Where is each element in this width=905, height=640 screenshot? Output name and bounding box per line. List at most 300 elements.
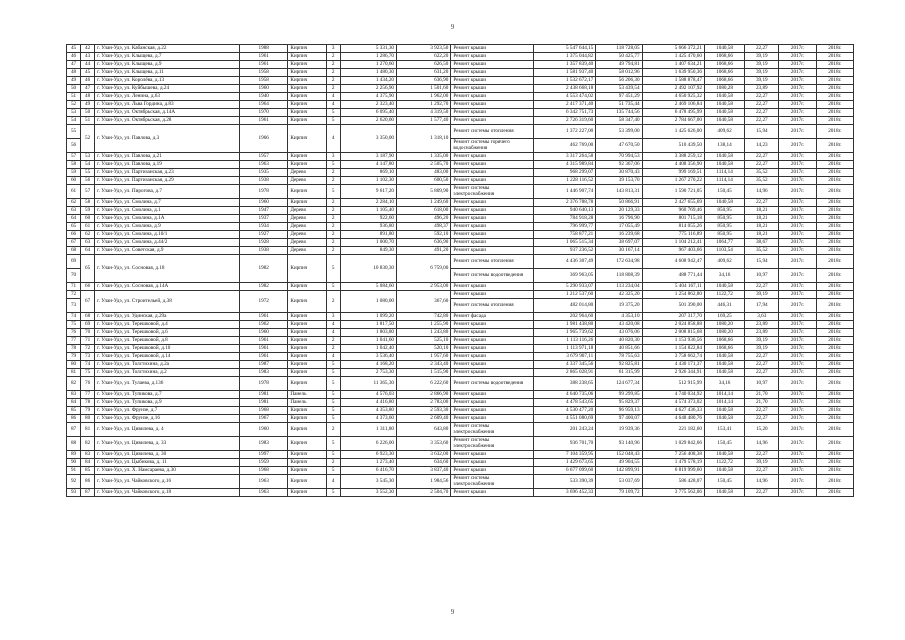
- house-number: 65: [81, 255, 95, 283]
- year-end-cell: 2018г.: [816, 451, 853, 459]
- year-end-cell: 2018г.: [816, 215, 853, 223]
- cost-extra-cell: 51 735,44: [596, 101, 642, 109]
- table-row: [67, 391, 854, 399]
- material-cell: Кирпич: [288, 475, 326, 489]
- cost-total-cell: 1 588 878,47: [642, 77, 704, 85]
- cost-cell: 4 551 080,69: [533, 415, 595, 423]
- work-type-cell: Ремонт крыши: [451, 161, 534, 169]
- rate-cell: 1014,14: [704, 391, 744, 399]
- area-living-cell: 1 292,70: [397, 101, 451, 109]
- material-cell: Кирпич: [288, 153, 326, 161]
- rate-cell: 850,95: [704, 231, 744, 239]
- address-cell: г. Улан-Удэ, ул. Клыщева, д.9: [95, 61, 240, 69]
- row-number: 74: [67, 313, 81, 321]
- floors-cell: 5: [326, 489, 340, 497]
- cost-total-cell: 4 608 942,47: [642, 255, 704, 269]
- material-cell: Кирпич: [288, 345, 326, 353]
- area-total-cell: 3 545,30: [340, 475, 396, 489]
- address-cell: г. Улан-Удэ, ул. Цивилева, д. 33: [95, 437, 240, 451]
- rate-cell: 1068,66: [704, 77, 744, 85]
- cost-total-cell: 1 479 578,19: [642, 459, 704, 467]
- address-cell: г. Улан-Удэ, ул. Ленина, д.63: [95, 93, 240, 101]
- work-type-cell: Ремонт крыши: [451, 61, 534, 69]
- cost-extra-cell: 40 820,30: [596, 337, 642, 345]
- table-row: [67, 353, 854, 361]
- house-number: 63: [81, 239, 95, 247]
- address-cell: г. Улан-Удэ, ул. Строительей, д.38: [95, 291, 240, 313]
- table-row: [67, 467, 854, 475]
- cost-cell: 482 014,80: [533, 299, 595, 313]
- rate-extra-cell: 22,27: [745, 415, 779, 423]
- cost-cell: 369 963,05: [533, 269, 595, 283]
- floors-cell: 2: [326, 69, 340, 77]
- material-cell: Кирпич: [288, 291, 326, 313]
- cost-total-cell: 1 267 270,22: [642, 177, 704, 185]
- year-start-cell: 2017г.: [779, 337, 816, 345]
- area-total-cell: 1 105,40: [340, 207, 396, 215]
- cost-cell: 1 212 537,60: [533, 291, 595, 299]
- work-type-cell: Ремонт крыши: [451, 93, 534, 101]
- address-cell: г. Улан-Удэ, ул. Клыщева, д.11: [95, 69, 240, 77]
- cost-extra-cell: 30 167,14: [596, 247, 642, 255]
- area-total-cell: 6 226,00: [340, 437, 396, 451]
- cost-extra-cell: 58 012,96: [596, 69, 642, 77]
- work-type-cell: Ремонт системы водоотведения: [451, 269, 534, 283]
- cost-extra-cell: 99 299,85: [596, 391, 642, 399]
- table-row: [67, 451, 854, 459]
- work-type-cell: Ремонт крыши: [451, 177, 534, 185]
- work-type-cell: Ремонт крыши: [451, 247, 534, 255]
- address-cell: г. Улан-Удэ, ул. Цивилева, д. 4: [95, 423, 240, 437]
- cost-total-cell: 2 024 858,88: [642, 321, 704, 329]
- cost-extra-cell: 20 129,33: [596, 207, 642, 215]
- table-row: [67, 489, 854, 497]
- year-start-cell: 2017г.: [779, 423, 816, 437]
- rate-cell: 1040,58: [704, 489, 744, 497]
- cost-total-cell: 960 769,46: [642, 207, 704, 215]
- rate-cell: 1080,20: [704, 321, 744, 329]
- cost-cell: 968 299,07: [533, 169, 595, 177]
- cost-total-cell: 4 430 171,37: [642, 361, 704, 369]
- rate-cell: 1068,66: [704, 53, 744, 61]
- address-cell: г. Улан-Удэ, ул. Цыбикова, д. 11: [95, 459, 240, 467]
- area-living-cell: 1 984,56: [397, 475, 451, 489]
- rate-cell: 1040,58: [704, 361, 744, 369]
- area-total-cell: 1 099,20: [340, 313, 396, 321]
- cost-total-cell: 1 425 626,00: [642, 125, 704, 139]
- rate-extra-cell: 14,96: [745, 185, 779, 199]
- rate-cell: 1080,28: [704, 85, 744, 93]
- rate-cell: 34,16: [704, 269, 744, 283]
- year-cell: 1972: [240, 291, 288, 313]
- year-cell: 1957: [240, 153, 288, 161]
- table-row: [67, 291, 854, 299]
- cost-extra-cell: 95 829,37: [596, 399, 642, 407]
- cost-extra-cell: 124 677,34: [596, 377, 642, 391]
- row-number: 76: [67, 329, 81, 337]
- year-cell: 1983: [240, 437, 288, 451]
- year-end-cell: 2018г.: [816, 345, 853, 353]
- address-cell: г. Улан-Удэ, ул. Фрунзе, д.16: [95, 415, 240, 423]
- year-cell: 1963: [240, 475, 288, 489]
- table-row: [67, 239, 854, 247]
- table-row: [67, 53, 854, 61]
- cost-cell: 4 315 989,84: [533, 161, 595, 169]
- house-number: 52: [81, 125, 95, 153]
- year-end-cell: 2018г.: [816, 169, 853, 177]
- material-cell: Кирпич: [288, 185, 326, 199]
- year-end-cell: 2018г.: [816, 77, 853, 85]
- cost-total-cell: 801 715,18: [642, 215, 704, 223]
- rate-extra-cell: 38,67: [745, 239, 779, 247]
- material-cell: Дерево: [288, 215, 326, 223]
- floors-cell: 2: [326, 177, 340, 185]
- year-end-cell: 2018г.: [816, 321, 853, 329]
- cost-extra-cell: 142 899,91: [596, 467, 642, 475]
- year-end-cell: 2018г.: [816, 407, 853, 415]
- year-end-cell: 2018г.: [816, 93, 853, 101]
- year-cell: 1947: [240, 207, 288, 215]
- work-type-cell: Ремонт системы отопления: [451, 255, 534, 269]
- material-cell: Кирпич: [288, 109, 326, 117]
- material-cell: Кирпич: [288, 361, 326, 369]
- house-number: 49: [81, 101, 95, 109]
- cost-total-cell: 1 154 822,84: [642, 345, 704, 353]
- floors-cell: 5: [326, 391, 340, 399]
- floors-cell: 5: [326, 185, 340, 199]
- row-number: 68: [67, 247, 81, 255]
- cost-total-cell: 512 915,99: [642, 377, 704, 391]
- area-total-cell: 2 753,30: [340, 369, 396, 377]
- material-cell: Кирпич: [288, 329, 326, 337]
- cost-cell: 4 530 477,20: [533, 407, 595, 415]
- work-type-cell: Ремонт крыши: [451, 77, 534, 85]
- rate-extra-cell: 39,19: [745, 291, 779, 299]
- area-living-cell: 2 505,70: [397, 161, 451, 169]
- area-total-cell: 1 803,80: [340, 329, 396, 337]
- work-type-cell: Ремонт крыши: [451, 337, 534, 345]
- row-number: 49: [67, 77, 81, 85]
- year-end-cell: 2018г.: [816, 377, 853, 391]
- floors-cell: 3: [326, 153, 340, 161]
- area-living-cell: 1 515,90: [397, 369, 451, 377]
- rate-extra-cell: 22,27: [745, 199, 779, 207]
- area-living-cell: 1 577,40: [397, 117, 451, 125]
- area-total-cell: 11 365,30: [340, 377, 396, 391]
- rate-extra-cell: 22,27: [745, 353, 779, 361]
- year-cell: 1982: [240, 255, 288, 283]
- area-living-cell: 600,50: [397, 177, 451, 185]
- year-start-cell: 2017г.: [779, 61, 816, 69]
- year-start-cell: 2017г.: [779, 247, 816, 255]
- year-end-cell: 2018г.: [816, 231, 853, 239]
- house-number: 50: [81, 109, 95, 117]
- area-living-cell: 1 962,00: [397, 93, 451, 101]
- cost-cell: 1 228 116,52: [533, 177, 595, 185]
- area-total-cell: 2 256,90: [340, 85, 396, 93]
- table-row: [67, 69, 854, 77]
- table-row: [67, 321, 854, 329]
- cost-total-cell: 4 650 925,32: [642, 93, 704, 101]
- area-total-cell: 3 552,30: [340, 489, 396, 497]
- address-cell: г. Улан-Удэ, ул. Смолина, д.1А: [95, 215, 240, 223]
- cost-cell: 1 113 971,18: [533, 345, 595, 353]
- address-cell: г. Улан-Удэ, ул. Толстихина, д.2а: [95, 361, 240, 369]
- area-living-cell: 3 632,00: [397, 451, 451, 459]
- rate-cell: 1040,58: [704, 407, 744, 415]
- work-type-cell: Ремонт системы горячего водоснабжения: [451, 139, 534, 153]
- area-total-cell: 2 323,40: [340, 101, 396, 109]
- floors-cell: 4: [326, 475, 340, 489]
- work-type-cell: Ремонт крыши: [451, 391, 534, 399]
- rate-cell: 1068,66: [704, 337, 744, 345]
- rate-extra-cell: 35,52: [745, 177, 779, 185]
- table-row: [67, 329, 854, 337]
- year-start-cell: 2017г.: [779, 125, 816, 139]
- rate-cell: 1040,58: [704, 353, 744, 361]
- rate-extra-cell: 14,96: [745, 475, 779, 489]
- floors-cell: 5: [326, 109, 340, 117]
- material-cell: Кирпич: [288, 93, 326, 101]
- cost-cell: 5 290 933,07: [533, 283, 595, 291]
- floors-cell: 2: [326, 247, 340, 255]
- year-cell: 1964: [240, 101, 288, 109]
- rate-extra-cell: 22,27: [745, 45, 779, 53]
- floors-cell: 5: [326, 161, 340, 169]
- row-number: 47: [67, 61, 81, 69]
- year-cell: 1935: [240, 169, 288, 177]
- table-row: [67, 377, 854, 391]
- page-number-bottom: 9: [450, 608, 455, 616]
- rate-cell: 850,95: [704, 215, 744, 223]
- floors-cell: 5: [326, 437, 340, 451]
- cost-cell: 3 317 264,58: [533, 153, 595, 161]
- year-start-cell: 2017г.: [779, 353, 816, 361]
- year-start-cell: 2017г.: [779, 85, 816, 93]
- row-number: 78: [67, 345, 81, 353]
- year-start-cell: 2017г.: [779, 321, 816, 329]
- area-living-cell: 1 318,10: [397, 125, 451, 153]
- address-cell: г. Улан-Удэ, ул. Терешковой, д.14: [95, 353, 240, 361]
- address-cell: г. Улан-Удэ, ул. Пирогова, д.7: [95, 185, 240, 199]
- year-cell: 1961: [240, 345, 288, 353]
- rate-cell: 1122,72: [704, 459, 744, 467]
- floors-cell: 2: [326, 199, 340, 207]
- cost-total-cell: 5 666 372,21: [642, 45, 704, 53]
- rate-extra-cell: 14,23: [745, 139, 779, 153]
- area-total-cell: 4 375,90: [340, 93, 396, 101]
- year-start-cell: 2017г.: [779, 199, 816, 207]
- rate-extra-cell: 23,89: [745, 329, 779, 337]
- house-number: 64: [81, 247, 95, 255]
- year-end-cell: 2018г.: [816, 223, 853, 231]
- address-cell: г. Улан-Удэ, ул. Октябрьская, д.14А: [95, 109, 240, 117]
- work-type-cell: Ремонт крыши: [451, 353, 534, 361]
- work-type-cell: Ремонт крыши: [451, 415, 534, 423]
- rate-extra-cell: 39,19: [745, 77, 779, 85]
- year-start-cell: 2017г.: [779, 93, 816, 101]
- rate-extra-cell: 23,89: [745, 321, 779, 329]
- year-start-cell: 2017г.: [779, 117, 816, 125]
- house-number: 82: [81, 437, 95, 451]
- year-cell: 1981: [240, 391, 288, 399]
- cost-cell: 4 478 543,65: [533, 399, 595, 407]
- cost-extra-cell: 152 048,43: [596, 451, 642, 459]
- house-number: 46: [81, 77, 95, 85]
- year-start-cell: 2017г.: [779, 161, 816, 169]
- area-living-cell: 1 249,60: [397, 199, 451, 207]
- year-cell: 1970: [240, 109, 288, 117]
- year-start-cell: 2017г.: [779, 299, 816, 313]
- area-total-cell: 1 102,30: [340, 177, 396, 185]
- area-living-cell: 367,60: [397, 291, 451, 313]
- cost-cell: 1 981 438,80: [533, 321, 595, 329]
- rate-extra-cell: 22,27: [745, 109, 779, 117]
- cost-total-cell: 3 388 259,12: [642, 153, 704, 161]
- rate-extra-cell: 15,20: [745, 423, 779, 437]
- year-start-cell: 2017г.: [779, 437, 816, 451]
- area-living-cell: 1 255,90: [397, 321, 451, 329]
- cost-total-cell: 2 469 106,84: [642, 101, 704, 109]
- house-number: 71: [81, 337, 95, 345]
- year-end-cell: 2018г.: [816, 369, 853, 377]
- area-total-cell: 1 817,50: [340, 321, 396, 329]
- material-cell: Кирпич: [288, 69, 326, 77]
- year-start-cell: 2017г.: [779, 177, 816, 185]
- cost-extra-cell: 47 670,50: [596, 139, 642, 153]
- address-cell: г. Улан-Удэ, ул. Павлова, д.19: [95, 161, 240, 169]
- area-living-cell: 3 837,40: [397, 467, 451, 475]
- year-end-cell: 2018г.: [816, 423, 853, 437]
- cost-extra-cell: 19 939,36: [596, 423, 642, 437]
- house-number: 45: [81, 69, 95, 77]
- house-number: 81: [81, 423, 95, 437]
- house-number: 79: [81, 407, 95, 415]
- material-cell: Кирпич: [288, 423, 326, 437]
- cost-extra-cell: 135 744,56: [596, 109, 642, 117]
- cost-cell: 937 236,52: [533, 247, 595, 255]
- house-number: 78: [81, 399, 95, 407]
- cost-cell: 1 065 515,34: [533, 239, 595, 247]
- cost-total-cell: 1 425 470,60: [642, 53, 704, 61]
- cost-total-cell: 2 784 667,00: [642, 117, 704, 125]
- house-number: 77: [81, 391, 95, 399]
- area-living-cell: 491,20: [397, 247, 451, 255]
- cost-extra-cell: 42 325,20: [596, 291, 642, 299]
- area-total-cell: 4 576,03: [340, 391, 396, 399]
- work-type-cell: Ремонт крыши: [451, 239, 534, 247]
- cost-extra-cell: 53 399,00: [596, 125, 642, 139]
- table-row: [67, 125, 854, 139]
- area-total-cell: 4 168,20: [340, 361, 396, 369]
- year-end-cell: 2018г.: [816, 153, 853, 161]
- cost-cell: 1 581 937,40: [533, 69, 595, 77]
- row-number: 65: [67, 223, 81, 231]
- row-number: 51: [67, 93, 81, 101]
- year-end-cell: 2018г.: [816, 247, 853, 255]
- table-row: [67, 369, 854, 377]
- material-cell: Кирпич: [288, 321, 326, 329]
- work-type-cell: Ремонт крыши: [451, 321, 534, 329]
- area-living-cell: 6 222,60: [397, 377, 451, 391]
- work-type-cell: Ремонт системы электроснабжения: [451, 437, 534, 451]
- year-start-cell: 2017г.: [779, 415, 816, 423]
- year-start-cell: 2017г.: [779, 369, 816, 377]
- table-row: [67, 45, 854, 53]
- year-cell: 1937: [240, 215, 288, 223]
- cost-cell: 5 547 644,15: [533, 45, 595, 53]
- rate-extra-cell: 22,27: [745, 101, 779, 109]
- area-living-cell: 626,50: [397, 61, 451, 69]
- house-number: 55: [81, 169, 95, 177]
- area-living-cell: 634,60: [397, 459, 451, 467]
- rate-extra-cell: 39,19: [745, 69, 779, 77]
- material-cell: Кирпич: [288, 117, 326, 125]
- cost-total-cell: 814 055,26: [642, 223, 704, 231]
- area-living-cell: 592,10: [397, 231, 451, 239]
- floors-cell: 2: [326, 231, 340, 239]
- year-end-cell: 2018г.: [816, 475, 853, 489]
- work-type-cell: Ремонт крыши: [451, 199, 534, 207]
- cost-total-cell: 2 008 815,68: [642, 329, 704, 337]
- rate-extra-cell: 22,27: [745, 407, 779, 415]
- table-row: [67, 345, 854, 353]
- cost-extra-cell: 30 870,43: [596, 169, 642, 177]
- area-living-cell: 2 504,70: [397, 489, 451, 497]
- year-cell: 1982: [240, 283, 288, 291]
- year-end-cell: 2018г.: [816, 255, 853, 269]
- cost-cell: 1 375 044,82: [533, 53, 595, 61]
- rate-extra-cell: 10,97: [745, 377, 779, 391]
- cost-extra-cell: 118 728,05: [596, 45, 642, 53]
- cost-extra-cell: 16 796,90: [596, 215, 642, 223]
- house-number: 51: [81, 117, 95, 125]
- area-total-cell: 1 000,70: [340, 239, 396, 247]
- area-total-cell: 1 273,40: [340, 459, 396, 467]
- area-total-cell: 1 311,80: [340, 423, 396, 437]
- rate-extra-cell: 22,27: [745, 489, 779, 497]
- cost-extra-cell: 96 959,13: [596, 407, 642, 415]
- year-start-cell: 2017г.: [779, 185, 816, 199]
- house-number: 58: [81, 199, 95, 207]
- year-start-cell: 2017г.: [779, 215, 816, 223]
- rate-cell: 150,45: [704, 437, 744, 451]
- year-end-cell: 2018г.: [816, 437, 853, 451]
- cost-total-cell: 586 428,07: [642, 475, 704, 489]
- rate-extra-cell: 39,19: [745, 61, 779, 69]
- material-cell: Кирпич: [288, 77, 326, 85]
- area-total-cell: 5 331,30: [340, 45, 396, 53]
- row-number: 61: [67, 185, 81, 199]
- row-number: 85: [67, 407, 81, 415]
- address-cell: г. Улан-Удэ, ул. Королёва, д.13: [95, 77, 240, 85]
- year-end-cell: 2018г.: [816, 53, 853, 61]
- work-type-cell: Ремонт крыши: [451, 329, 534, 337]
- cost-extra-cell: 113 234,04: [596, 283, 642, 291]
- cost-cell: 1 965 739,62: [533, 329, 595, 337]
- cost-extra-cell: 43 420,08: [596, 321, 642, 329]
- house-number: 47: [81, 85, 95, 93]
- cost-total-cell: 775 116,89: [642, 231, 704, 239]
- year-end-cell: 2018г.: [816, 399, 853, 407]
- area-living-cell: 2 609,40: [397, 415, 451, 423]
- address-cell: г. Улан-Удэ, ул. Льва Гордина, д.83: [95, 101, 240, 109]
- rate-extra-cell: 15,94: [745, 255, 779, 269]
- address-cell: г. Улан-Удэ, ул. Смолина, д.9: [95, 223, 240, 231]
- year-end-cell: 2018г.: [816, 291, 853, 299]
- rate-cell: 1040,58: [704, 199, 744, 207]
- area-living-cell: 1 957,60: [397, 353, 451, 361]
